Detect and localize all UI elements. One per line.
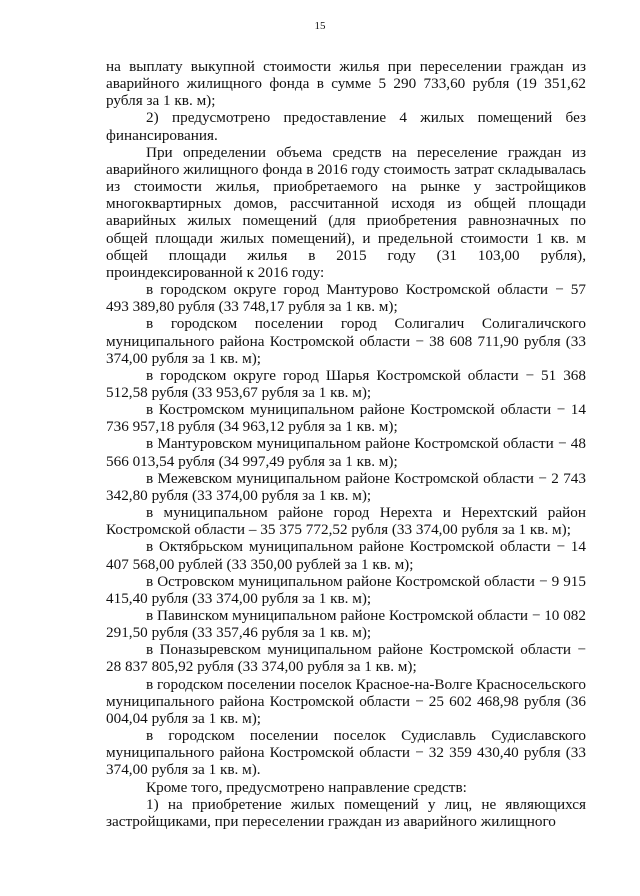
list-item: в Павинском муниципальном районе Костромской области − 10 082 291,50 рубля (33 357,46 рубля за 1 кв. м); xyxy=(106,607,586,642)
paragraph-continuation: на выплату выкупной стоимости жилья при переселении граждан из аварийного жилищного фонда в сумме 5 290 733,60 рубля (19 351,62 рубля за 1 кв. м); xyxy=(106,58,586,110)
list-item: в городском поселении поселок Судиславль Судиславского муниципального района Костромской области − 32 359 430,40 рубля (33 374,00 рубля за 1 кв. м). xyxy=(106,727,586,779)
page-number: 15 xyxy=(314,20,326,32)
list-item: в городском поселении поселок Красное-на-Волге Красносельского муниципального района Костромской области − 25 602 468,98 рубля (36 004,04 рубля за 1 кв. м); xyxy=(106,675,586,727)
list-item: в Костромском муниципальном районе Костромской области − 14 736 957,18 рубля (34 963,12 рубля за 1 кв. м); xyxy=(106,401,586,436)
document-body xyxy=(106,58,586,830)
list-item: в муниципальном районе город Нерехта и Нерехтский район Костромской области – 35 375 772,52 рубля (33 374,00 рубля за 1 кв. м); xyxy=(106,504,586,539)
list-item: в Островском муниципальном районе Костромской области − 9 915 415,40 рубля (33 374,00 рубля за 1 кв. м); xyxy=(106,572,586,607)
list-item: в городском округе город Мантурово Костромской области − 57 493 389,80 рубля (33 748,17 рубля за 1 кв. м); xyxy=(106,281,586,316)
list-item: в городском поселении город Солигалич Солигаличского муниципального района Костромской области − 38 608 711,90 рубля (33 374,00 рубля за 1 кв. м); xyxy=(106,315,586,367)
list-item: в Мантуровском муниципальном районе Костромской области − 48 566 013,54 рубля (34 997,49 рубля за 1 кв. м); xyxy=(106,435,586,470)
list-item: в Межевском муниципальном районе Костромской области − 2 743 342,80 рубля (33 374,00 рубля за 1 кв. м); xyxy=(106,469,586,504)
list-item: в Поназыревском муниципальном районе Костромской области − 28 837 805,92 рубля (33 374,00 рубля за 1 кв. м); xyxy=(106,641,586,676)
list-item: в городском округе город Шарья Костромской области − 51 368 512,58 рубля (33 953,67 рубля за 1 кв. м); xyxy=(106,366,586,401)
paragraph: 2) предусмотрено предоставление 4 жилых помещений без финансирования. xyxy=(106,109,586,144)
paragraph: При определении объема средств на переселение граждан из аварийного жилищного фонда в 2016 году стоимость затрат складывалась из стоимости жилья, приобретаемого на рынке у застройщиков многоквартирных домов, рассчитанной исходя из общей площади аварийных жилых помещений (для приобретения равнозначных по общей площади жилых помещений), и предельной стоимости 1 кв. м общей площади жилья в 2015 году (31 103,00 рубля), проиндексированной к 2016 году: xyxy=(106,143,586,281)
paragraph: Кроме того, предусмотрено направление средств: xyxy=(146,778,467,796)
paragraph: 1) на приобретение жилых помещений у лиц, не являющихся застройщиками, при переселении граждан из аварийного жилищного xyxy=(106,795,586,830)
list-item: в Октябрьском муниципальном районе Костромской области − 14 407 568,00 рублей (33 350,00 рублей за 1 кв. м); xyxy=(106,538,586,573)
